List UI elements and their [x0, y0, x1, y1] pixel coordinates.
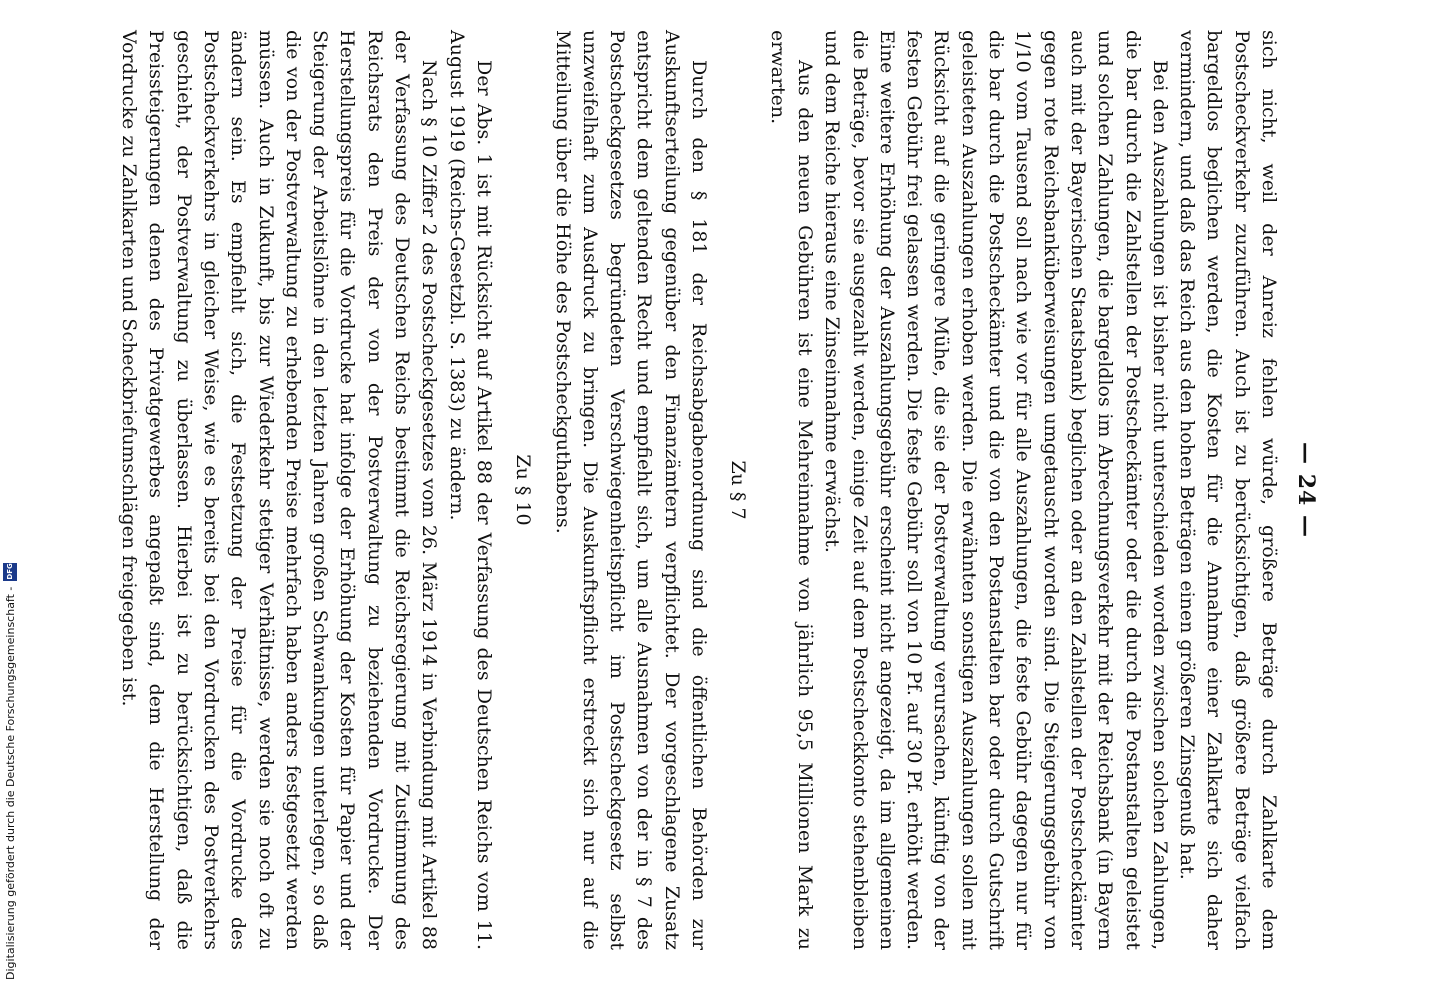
paragraph-absatz-1: Der Abs. 1 ist mit Rücksicht auf Artikel 88 der Verfassung des Deutschen Reichs vom 11. August 1919 (Reichs-Gesetzbl. S. 1383) zu ändern. — [445, 30, 495, 950]
paragraph-mehreinnahme: Aus den neuen Gebühren ist eine Mehreinnahme von jährlich 95,5 Millionen Mark zu erwarten. — [766, 30, 816, 950]
paragraph-continuation: sich nicht, weil der Anreiz fehlen würde, größere Beträge durch Zahlkarte dem Postscheckverkehr zuzuführen. Auch ist zu berücksichtigen, daß größere Beträge vielfach bargeldlos beglichen werden, die Kosten für die Annahme einer Zahlkarte sich daher vermindern, und daß das Reich aus den hohen Beträgen einen größeren Zinsgenuß hat. — [1176, 30, 1280, 950]
section-heading-10: Zu § 10 — [512, 454, 535, 526]
paragraph-auskunftspflicht: Durch den § 181 der Reichsabgabenordnung sind die öffentlichen Behörden zur Auskunftserteilung gegenüber den Finanzämtern verpflichtet. Der vorgeschlagene Zusatz entspricht dem geltenden Recht und empfiehlt sich, um alle Ausnahmen von der in § 7 des Postscheckgesetzes begründeten Verschwiegenheitspflicht im Postscheckgesetz selbst unzweifelhaft zum Ausdruck zu bringen. Die Auskunftspflicht erstreckt sich nur auf die Mitteilung über die Höhe des Postscheckguthabens. — [551, 30, 711, 950]
dfg-logo-icon: DFG — [3, 563, 17, 581]
credit-text: Digitalisierung gefördert durch die Deutsche Forschungsgemeinschaft - — [3, 586, 17, 980]
rotated-document-page — [118, 30, 1320, 950]
digitization-credit — [2, 563, 18, 980]
section-heading-7: Zu § 7 — [727, 460, 750, 520]
page-number: — 24 — — [1293, 442, 1319, 538]
paragraph-auszahlungen: Bei den Auszahlungen ist bisher nicht unterschieden worden zwischen solchen Zahlungen, die bar durch die Zahlstellen der Postscheckämter oder die durch die Postanstalten geleistet und solchen Zahlungen, die bargeldlos im Abrechnungsverkehr mit der Reichsbank (in Bayern auch mit der Bayerischen Staatsbank) beglichen oder an den Zahlstellen der Postscheckämter gegen rote Reichsbanküberweisungen umgetauscht worden sind. Die Steigerungsgebühr von 1/10 vom Tausend soll nach wie vor für alle Auszahlungen, die feste Gebühr dagegen nur für die bar durch die Postscheckämter und die von den Postanstalten bar oder durch Gutschrift geleisteten Auszahlungen erhoben werden. Die erwähnten sonstigen Auszahlungen sollen mit Rücksicht auf die geringere Mühe, die sie der Postverwaltung verursachen, künftig von der festen Gebühr frei gelassen werden. Die feste Gebühr soll von 10 Pf. auf 30 Pf. erhöht werden. Eine weitere Erhöhung der Auszahlungsgebühr erscheint nicht angezeigt, da im allgemeinen die Beträge, bevor sie ausgezahlt werden, einige Zeit auf dem Postscheckkonto stehenbleiben und dem Reiche hieraus eine Zinseinnahme erwächst. — [821, 30, 1171, 950]
paragraph-vordrucke: Nach § 10 Ziffer 2 des Postscheckgesetzes vom 26. März 1914 in Verbindung mit Artikel 88 der Verfassung des Deutschen Reichs bestimmt die Reichsregierung mit Zustimmung des Reichsrats den Preis der von der Postverwaltung zu beziehenden Vordrucke. Der Herstellungspreis für die Vordrucke hat infolge der Erhöhung der Kosten für Papier und der Steigerung der Arbeitslöhne in den letzten Jahren großen Schwankungen unterlegen, so daß die von der Postverwaltung zu erhebenden Preise mehrfach haben anders festgesetzt werden müssen. Auch in Zukunft, bis zur Wiederkehr stetiger Verhältnisse, werden sie noch oft zu ändern sein. Es empfiehlt sich, die Festsetzung der Preise für die Vordrucke des Postscheckverkehrs in gleicher Weise, wie es bereits bei den Vordrucken des Postverkehrs geschieht, der Postverwaltung zu überlassen. Hierbei ist zu berücksichtigen, daß die Preissteigerungen denen des Privatgewerbes angepaßt sind, dem die Herstellung der Vordrucke zu Zahlkarten und Scheckbriefumschlägen freigegeben ist. — [118, 30, 441, 950]
